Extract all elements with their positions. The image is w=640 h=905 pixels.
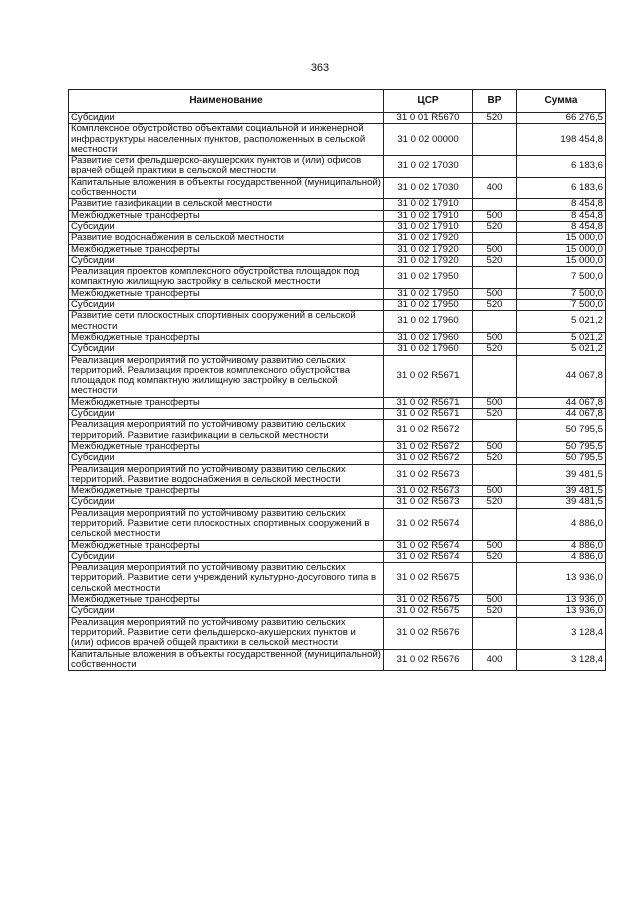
cell-csr: 31 0 02 17030 — [384, 156, 473, 178]
cell-csr: 31 0 02 R5672 — [384, 420, 473, 442]
cell-vr: 520 — [473, 344, 517, 355]
table-row — [69, 288, 606, 299]
cell-name: Межбюджетные трансферты — [69, 595, 384, 606]
cell-name: Межбюджетные трансферты — [69, 288, 384, 299]
cell-csr: 31 0 02 17910 — [384, 221, 473, 232]
table-row — [69, 486, 606, 497]
cell-vr — [473, 617, 517, 649]
cell-csr: 31 0 02 17960 — [384, 311, 473, 333]
cell-name: Субсидии — [69, 221, 384, 232]
cell-vr: 400 — [473, 649, 517, 671]
cell-sum: 66 276,5 — [517, 113, 606, 124]
cell-name: Субсидии — [69, 606, 384, 617]
cell-csr: 31 0 02 17920 — [384, 244, 473, 255]
table-row — [69, 649, 606, 671]
cell-name: Реализация мероприятий по устойчивому развитию сельских территорий. Развитие сети учреждений культурно-досугового типа в сельской местности — [69, 563, 384, 595]
cell-name: Капитальные вложения в объекты государственной (муниципальной) собственности — [69, 177, 384, 199]
cell-csr: 31 0 02 R5676 — [384, 617, 473, 649]
cell-vr: 520 — [473, 497, 517, 508]
cell-sum: 50 795,5 — [517, 420, 606, 442]
table-row — [69, 606, 606, 617]
cell-csr: 31 0 02 17910 — [384, 199, 473, 210]
cell-vr — [473, 156, 517, 178]
cell-sum: 3 128,4 — [517, 649, 606, 671]
table-row — [69, 595, 606, 606]
cell-name: Межбюджетные трансферты — [69, 397, 384, 408]
cell-sum: 39 481,5 — [517, 497, 606, 508]
cell-name: Капитальные вложения в объекты государственной (муниципальной) собственности — [69, 649, 384, 671]
cell-sum: 50 795,5 — [517, 453, 606, 464]
cell-vr — [473, 420, 517, 442]
cell-vr: 520 — [473, 221, 517, 232]
cell-sum: 50 795,5 — [517, 441, 606, 452]
cell-vr: 520 — [473, 409, 517, 420]
table-row — [69, 617, 606, 649]
table-row — [69, 244, 606, 255]
cell-csr: 31 0 02 R5674 — [384, 551, 473, 562]
cell-csr: 31 0 02 00000 — [384, 124, 473, 156]
cell-csr: 31 0 02 17920 — [384, 255, 473, 266]
cell-name: Субсидии — [69, 255, 384, 266]
cell-vr: 520 — [473, 606, 517, 617]
cell-name: Межбюджетные трансферты — [69, 540, 384, 551]
cell-vr: 520 — [473, 453, 517, 464]
cell-sum: 6 183,6 — [517, 156, 606, 178]
cell-csr: 31 0 02 R5675 — [384, 563, 473, 595]
cell-vr — [473, 233, 517, 244]
cell-csr: 31 0 02 R5676 — [384, 649, 473, 671]
table-row — [69, 397, 606, 408]
cell-vr: 500 — [473, 332, 517, 343]
header-csr: ЦСР — [384, 90, 473, 113]
cell-vr — [473, 124, 517, 156]
cell-sum: 13 936,0 — [517, 563, 606, 595]
cell-name: Субсидии — [69, 497, 384, 508]
cell-sum: 5 021,2 — [517, 311, 606, 333]
cell-name: Развитие сети фельдшерско-акушерских пунктов и (или) офисов врачей общей практики в сельской местности — [69, 156, 384, 178]
cell-name: Субсидии — [69, 113, 384, 124]
table-header-row — [69, 90, 606, 113]
cell-csr: 31 0 02 R5674 — [384, 540, 473, 551]
cell-sum: 39 481,5 — [517, 486, 606, 497]
header-name: Наименование — [69, 90, 384, 113]
cell-csr: 31 0 02 17910 — [384, 210, 473, 221]
cell-csr: 31 0 02 R5671 — [384, 409, 473, 420]
cell-sum: 4 886,0 — [517, 508, 606, 540]
table-row — [69, 311, 606, 333]
table-row — [69, 508, 606, 540]
cell-name: Субсидии — [69, 551, 384, 562]
cell-vr — [473, 563, 517, 595]
table-row — [69, 563, 606, 595]
table-row — [69, 177, 606, 199]
cell-name: Субсидии — [69, 453, 384, 464]
table-row — [69, 233, 606, 244]
cell-sum: 7 500,0 — [517, 288, 606, 299]
cell-sum: 13 936,0 — [517, 606, 606, 617]
cell-vr — [473, 311, 517, 333]
cell-sum: 6 183,6 — [517, 177, 606, 199]
cell-vr: 520 — [473, 551, 517, 562]
table-row — [69, 210, 606, 221]
header-vr: ВР — [473, 90, 517, 113]
cell-name: Межбюджетные трансферты — [69, 210, 384, 221]
cell-csr: 31 0 02 17950 — [384, 300, 473, 311]
cell-csr: 31 0 02 R5672 — [384, 453, 473, 464]
table-row — [69, 300, 606, 311]
cell-name: Развитие водоснабжения в сельской местности — [69, 233, 384, 244]
cell-vr: 500 — [473, 288, 517, 299]
cell-csr: 31 0 02 R5671 — [384, 355, 473, 397]
table-row — [69, 255, 606, 266]
cell-csr: 31 0 02 17960 — [384, 344, 473, 355]
cell-sum: 8 454,8 — [517, 210, 606, 221]
cell-sum: 8 454,8 — [517, 199, 606, 210]
cell-sum: 13 936,0 — [517, 595, 606, 606]
cell-csr: 31 0 02 17950 — [384, 267, 473, 289]
table-row — [69, 156, 606, 178]
table-row — [69, 409, 606, 420]
table-row — [69, 497, 606, 508]
cell-vr — [473, 267, 517, 289]
table-row — [69, 355, 606, 397]
cell-sum: 8 454,8 — [517, 221, 606, 232]
cell-name: Реализация мероприятий по устойчивому развитию сельских территорий. Развитие сети фельдшерско-акушерских пунктов и (или) офисов врачей общей практики в сельской местности — [69, 617, 384, 649]
cell-sum: 5 021,2 — [517, 344, 606, 355]
table-row — [69, 551, 606, 562]
cell-name: Комплексное обустройство объектами социальной и инженерной инфраструктуры населенных пунктов, расположенных в сельской местности — [69, 124, 384, 156]
cell-csr: 31 0 02 R5675 — [384, 606, 473, 617]
table-row — [69, 332, 606, 343]
cell-csr: 31 0 02 17030 — [384, 177, 473, 199]
table-row — [69, 453, 606, 464]
cell-csr: 31 0 02 R5675 — [384, 595, 473, 606]
cell-name: Межбюджетные трансферты — [69, 441, 384, 452]
cell-csr: 31 0 02 R5674 — [384, 508, 473, 540]
page-number: 363 — [310, 62, 330, 74]
cell-sum: 44 067,8 — [517, 397, 606, 408]
cell-sum: 44 067,8 — [517, 409, 606, 420]
table-row — [69, 464, 606, 486]
table-body — [69, 113, 606, 671]
table-row — [69, 441, 606, 452]
cell-vr: 500 — [473, 441, 517, 452]
cell-vr: 500 — [473, 540, 517, 551]
cell-name: Реализация мероприятий по устойчивому развитию сельских территорий. Развитие водоснабжения в сельской местности — [69, 464, 384, 486]
cell-sum: 15 000,0 — [517, 233, 606, 244]
cell-vr: 500 — [473, 595, 517, 606]
cell-sum: 15 000,0 — [517, 255, 606, 266]
cell-sum: 4 886,0 — [517, 540, 606, 551]
cell-vr: 520 — [473, 113, 517, 124]
cell-name: Межбюджетные трансферты — [69, 332, 384, 343]
cell-csr: 31 0 02 R5673 — [384, 464, 473, 486]
cell-sum: 15 000,0 — [517, 244, 606, 255]
table-row — [69, 344, 606, 355]
cell-name: Субсидии — [69, 300, 384, 311]
cell-csr: 31 0 02 17920 — [384, 233, 473, 244]
table-row — [69, 199, 606, 210]
cell-sum: 7 500,0 — [517, 300, 606, 311]
cell-sum: 5 021,2 — [517, 332, 606, 343]
cell-name: Развитие сети плоскостных спортивных сооружений в сельской местности — [69, 311, 384, 333]
cell-csr: 31 0 02 17960 — [384, 332, 473, 343]
cell-sum: 39 481,5 — [517, 464, 606, 486]
cell-sum: 7 500,0 — [517, 267, 606, 289]
cell-csr: 31 0 02 R5672 — [384, 441, 473, 452]
cell-name: Реализация проектов комплексного обустройства площадок под компактную жилищную застройку в сельской местности — [69, 267, 384, 289]
table-row — [69, 267, 606, 289]
cell-sum: 3 128,4 — [517, 617, 606, 649]
cell-vr: 520 — [473, 300, 517, 311]
cell-vr: 500 — [473, 397, 517, 408]
cell-name: Межбюджетные трансферты — [69, 244, 384, 255]
table-row — [69, 540, 606, 551]
cell-name: Субсидии — [69, 344, 384, 355]
cell-name: Реализация мероприятий по устойчивому развитию сельских территорий. Развитие газификации в сельской местности — [69, 420, 384, 442]
cell-sum: 44 067,8 — [517, 355, 606, 397]
cell-name: Развитие газификации в сельской местности — [69, 199, 384, 210]
cell-vr — [473, 355, 517, 397]
budget-table — [68, 89, 606, 671]
cell-csr: 31 0 02 R5671 — [384, 397, 473, 408]
cell-vr — [473, 508, 517, 540]
cell-csr: 31 0 02 17950 — [384, 288, 473, 299]
header-sum: Сумма — [517, 90, 606, 113]
cell-sum: 4 886,0 — [517, 551, 606, 562]
table-row — [69, 113, 606, 124]
cell-name: Межбюджетные трансферты — [69, 486, 384, 497]
cell-name: Реализация мероприятий по устойчивому развитию сельских территорий. Реализация проектов комплексного обустройства площадок под компактную жилищную застройку в сельской местности — [69, 355, 384, 397]
cell-vr — [473, 464, 517, 486]
cell-csr: 31 0 02 R5673 — [384, 486, 473, 497]
cell-csr: 31 0 01 R5670 — [384, 113, 473, 124]
cell-vr: 500 — [473, 486, 517, 497]
table-row — [69, 420, 606, 442]
cell-csr: 31 0 02 R5673 — [384, 497, 473, 508]
cell-vr: 520 — [473, 255, 517, 266]
cell-sum: 198 454,8 — [517, 124, 606, 156]
table-row — [69, 124, 606, 156]
table-row — [69, 221, 606, 232]
cell-vr: 500 — [473, 210, 517, 221]
cell-name: Реализация мероприятий по устойчивому развитию сельских территорий. Развитие сети плоскостных спортивных сооружений в сельской местности — [69, 508, 384, 540]
cell-vr: 400 — [473, 177, 517, 199]
cell-name: Субсидии — [69, 409, 384, 420]
cell-vr: 500 — [473, 244, 517, 255]
cell-vr — [473, 199, 517, 210]
